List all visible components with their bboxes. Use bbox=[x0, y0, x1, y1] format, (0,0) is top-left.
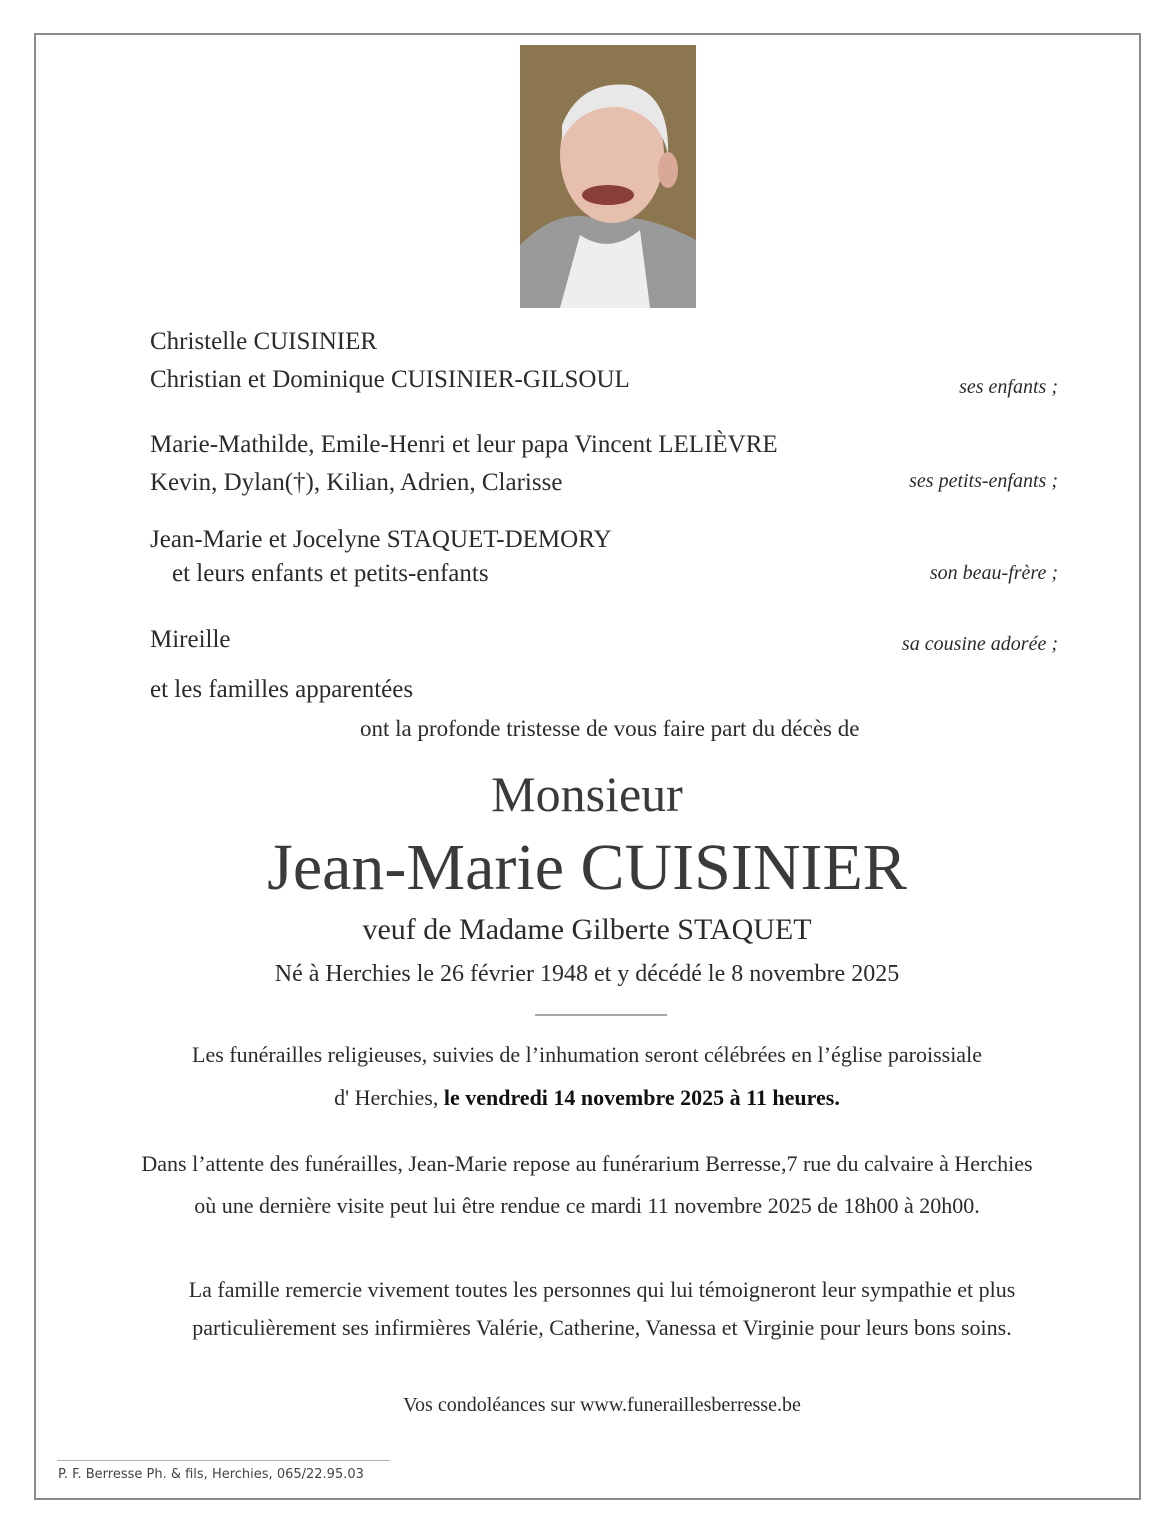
relation-label: ses enfants ; bbox=[959, 376, 1058, 398]
relation-label: son beau-frère ; bbox=[929, 562, 1058, 584]
portrait-image bbox=[520, 45, 696, 308]
widower-line: veuf de Madame Gilberte STAQUET bbox=[362, 913, 812, 946]
birth-death-line: Né à Herchies le 26 février 1948 et y décédé le 8 novembre 2025 bbox=[274, 961, 900, 987]
family-line: Marie-Mathilde, Emile-Henri et leur papa Vincent LELIÈVRE bbox=[150, 431, 778, 458]
funeral-location: d' Herchies, bbox=[334, 1085, 444, 1110]
relation-label: ses petits-enfants ; bbox=[909, 470, 1058, 492]
family-line: Kevin, Dylan(†), Kilian, Adrien, Clarisse bbox=[150, 469, 563, 496]
family-line: et leurs enfants et petits-enfants bbox=[172, 560, 489, 587]
visitation-line: où une dernière visite peut lui être rendue ce mardi 11 novembre 2025 de 18h00 à 20h00. bbox=[194, 1193, 980, 1218]
deceased-name: Jean-Marie CUISINIER bbox=[267, 831, 907, 904]
separator-line bbox=[535, 1014, 667, 1016]
footer-rule bbox=[57, 1460, 390, 1461]
funeral-datetime: le vendredi 14 novembre 2025 à 11 heures. bbox=[443, 1085, 840, 1110]
announcement-text: ont la profonde tristesse de vous faire part du décès de bbox=[360, 716, 860, 741]
thanks-line: La famille remercie vivement toutes les personnes qui lui témoigneront leur sympathie et plus bbox=[188, 1277, 1016, 1302]
relation-label: sa cousine adorée ; bbox=[901, 633, 1058, 655]
family-line: Christian et Dominique CUISINIER-GILSOUL bbox=[150, 366, 630, 393]
deceased-title: Monsieur bbox=[491, 766, 683, 822]
portrait-photo bbox=[520, 45, 696, 308]
family-line: Jean-Marie et Jocelyne STAQUET-DEMORY bbox=[150, 526, 612, 553]
family-line: et les familles apparentées bbox=[150, 676, 414, 703]
family-line: Mireille bbox=[150, 626, 231, 653]
funeral-line: Les funérailles religieuses, suivies de l’inhumation seront célébrées en l’église paroissiale bbox=[192, 1042, 982, 1067]
funeral-date-line bbox=[0, 1085, 1174, 1111]
thanks-line: particulièrement ses infirmières Valérie, Catherine, Vanessa et Virginie pour leurs bons soins. bbox=[192, 1315, 1012, 1340]
condolences-link[interactable]: Vos condoléances sur www.funeraillesberresse.be bbox=[403, 1394, 801, 1416]
visitation-line: Dans l’attente des funérailles, Jean-Marie repose au funérarium Berresse,7 rue du calvaire à Herchies bbox=[141, 1151, 1033, 1176]
footer-funeral-home: P. F. Berresse Ph. & fils, Herchies, 065/22.95.03 bbox=[58, 1467, 364, 1482]
family-line: Christelle CUISINIER bbox=[150, 328, 378, 355]
